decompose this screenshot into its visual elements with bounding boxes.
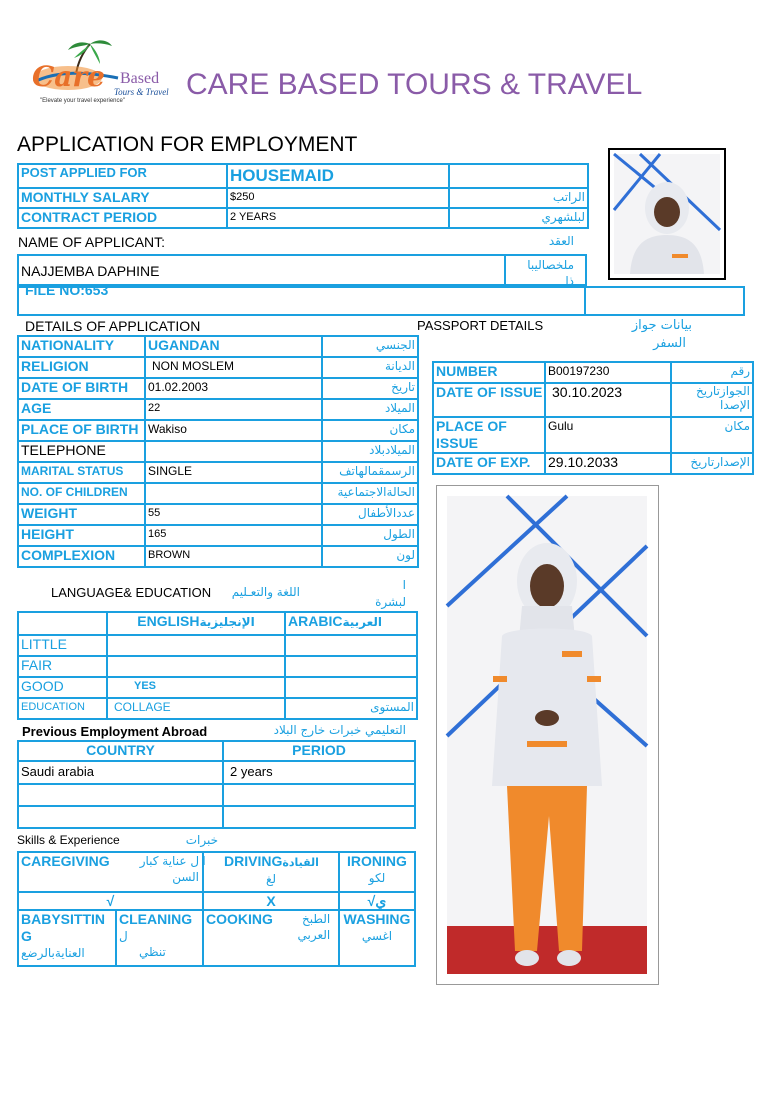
- expiry-date-label: DATE OF EXP.: [433, 453, 545, 474]
- babysitting-label: BABYSITTIN G: [21, 911, 105, 944]
- age-label: AGE: [18, 399, 145, 420]
- driving-cell: [203, 852, 339, 892]
- complexion-label: COMPLEXION: [18, 546, 145, 567]
- ironing-label: IRONING: [347, 853, 407, 869]
- photo-frame-small: [608, 148, 726, 280]
- arabic-col: [285, 612, 417, 635]
- nationality-value: UGANDAN: [145, 336, 322, 357]
- language-table: [17, 611, 418, 720]
- cleaning-ar-2: تنظي: [139, 945, 166, 959]
- weight-ar: عددالأطفال: [322, 504, 418, 525]
- education-value: COLLAGE: [107, 698, 285, 719]
- washing-cell: [339, 910, 415, 966]
- washing-ar: اغسي: [361, 929, 393, 943]
- english-col: [107, 612, 285, 635]
- file-box: [17, 286, 745, 316]
- language-heading-ar: اللغة والتعـليم: [231, 585, 300, 599]
- telephone-label: TELEPHONE: [18, 441, 145, 462]
- marital-value: SINGLE: [145, 462, 322, 483]
- ironing-mark: √ي: [339, 892, 415, 910]
- passport-heading-ar: بيانات جواز: [631, 318, 692, 333]
- caregiving-ar: ل عناية كبار السن: [139, 854, 200, 884]
- religion-ar: الديانة: [322, 357, 418, 378]
- logo-sub: Tours & Travel: [114, 87, 169, 97]
- employment-country-2: [18, 784, 223, 806]
- issue-place-ar: مكان: [671, 417, 753, 453]
- name-box-divider: [504, 254, 506, 286]
- complexion-ar: لون: [322, 546, 418, 567]
- employment-period-2: [223, 784, 415, 806]
- issue-date-value: 30.10.2023: [545, 383, 671, 417]
- babysitting-cell: [18, 910, 116, 966]
- nationality-ar: الجنسي: [322, 336, 418, 357]
- expiry-date-value: 29.10.2033: [545, 453, 671, 474]
- telephone-ar: الميلادبلاد: [322, 441, 418, 462]
- post-value: HOUSEMAID: [227, 164, 449, 188]
- weight-label: WEIGHT: [18, 504, 145, 525]
- religion-label: RELIGION: [18, 357, 145, 378]
- contract-value: 2 YEARS: [227, 208, 449, 228]
- employment-heading-ar: التعليمي خبرات خارج البلاد: [273, 723, 406, 737]
- logo-based: Based: [120, 70, 160, 87]
- driving-label: DRIVING: [224, 853, 283, 869]
- photo-frame-large: [436, 485, 659, 985]
- applicant-photo-small: [610, 150, 724, 278]
- logo-word: Care: [32, 60, 105, 93]
- employment-heading: Previous Employment Abroad: [22, 724, 208, 739]
- cooking-cell: [203, 910, 339, 966]
- period-col: PERIOD: [223, 741, 415, 761]
- post-table: [17, 163, 589, 229]
- employment-country-1: Saudi arabia: [18, 761, 223, 784]
- fair-arabic: [285, 656, 417, 677]
- issue-date-label: DATE OF ISSUE: [433, 383, 545, 417]
- age-ar: الميلاد: [322, 399, 418, 420]
- file-number: FILE NO:653: [25, 282, 109, 298]
- children-ar: الحالةالاجتماعية: [322, 483, 418, 504]
- skills-heading: Skills & Experience: [17, 833, 120, 847]
- lang-corner: [18, 612, 107, 635]
- skills-heading-ar: خبرات: [185, 833, 218, 847]
- company-logo: [28, 38, 176, 110]
- english-col-label: ENGLISH: [137, 613, 200, 629]
- applicant-name-value: NAJJEMBA DAPHINE: [21, 263, 160, 279]
- contract-label: CONTRACT PERIOD: [18, 208, 227, 228]
- education-ar: المستوى: [285, 698, 417, 719]
- issue-date-ar: الجوازتاريخ الإصدا: [671, 383, 753, 417]
- dob-value: 01.02.2003: [145, 378, 322, 399]
- little-english: [107, 635, 285, 656]
- babysitting-ar: العنايةبالرضع: [21, 946, 85, 960]
- cleaning-ar: ل: [119, 929, 128, 943]
- form-title: APPLICATION FOR EMPLOYMENT: [17, 133, 358, 156]
- pob-value: Wakiso: [145, 420, 322, 441]
- cleaning-cell: [116, 910, 203, 966]
- language-side-ar: ا: [402, 578, 406, 592]
- washing-label: WASHING: [343, 911, 411, 927]
- driving-mark: X: [203, 892, 339, 910]
- height-ar: الطول: [322, 525, 418, 546]
- details-heading: DETAILS OF APPLICATION: [25, 318, 201, 334]
- caregiving-mark: √: [18, 892, 203, 910]
- passport-number-label: NUMBER: [433, 362, 545, 383]
- passport-number-value: B00197230: [545, 362, 671, 383]
- ironing-cell: [339, 852, 415, 892]
- good-label: GOOD: [18, 677, 107, 698]
- cooking-label: COOKING: [206, 911, 273, 927]
- employment-country-3: [18, 806, 223, 828]
- cooking-ar: الطبخ العربي: [297, 912, 331, 942]
- telephone-value: [145, 441, 322, 462]
- cleaning-label: CLEANING: [119, 911, 193, 927]
- issue-place-value: Gulu: [545, 417, 671, 453]
- caregiving-cell: [18, 852, 206, 892]
- children-value: [145, 483, 322, 504]
- applicant-photo-full: [437, 486, 658, 984]
- education-label: EDUCATION: [18, 698, 107, 719]
- height-value: 165: [145, 525, 322, 546]
- fair-english: [107, 656, 285, 677]
- little-arabic: [285, 635, 417, 656]
- weight-value: 55: [145, 504, 322, 525]
- pob-label: PLACE OF BIRTH: [18, 420, 145, 441]
- employment-period-1: 2 years: [223, 761, 415, 784]
- english-col-ar: الإنجليزية: [199, 615, 255, 629]
- passport-number-ar: رقم: [671, 362, 753, 383]
- good-arabic: [285, 677, 417, 698]
- details-table: [17, 335, 419, 568]
- age-value: 22: [145, 399, 322, 420]
- pob-ar: مكان: [322, 420, 418, 441]
- post-label: POST APPLIED FOR: [18, 164, 227, 188]
- arabic-col-ar: العربية: [342, 615, 382, 629]
- post-empty: [449, 164, 588, 188]
- country-col: COUNTRY: [18, 741, 223, 761]
- contract-ar: لبلشهري: [449, 208, 588, 228]
- children-label: NO. OF CHILDREN: [18, 483, 145, 504]
- arabic-col-label: ARABIC: [288, 613, 343, 629]
- driving-ar-2: لغ: [266, 872, 277, 886]
- religion-value: NON MOSLEM: [145, 357, 322, 378]
- applicant-name-ar: ملخصاليبا: [527, 258, 574, 272]
- fair-label: FAIR: [18, 656, 107, 677]
- logo-slogan: "Elevate your travel experience": [40, 98, 125, 104]
- marital-label: MARITAL STATUS: [18, 462, 145, 483]
- dob-label: DATE OF BIRTH: [18, 378, 145, 399]
- applicant-name-ar-2: ذا: [565, 274, 574, 288]
- dob-ar: تاريخ: [322, 378, 418, 399]
- language-heading: LANGUAGE& EDUCATION: [51, 585, 212, 600]
- little-label: LITTLE: [18, 635, 107, 656]
- file-box-divider: [584, 286, 586, 316]
- driving-ar: القيادة: [282, 856, 319, 869]
- applicant-name-label: NAME OF APPLICANT:: [18, 234, 166, 250]
- good-english: YES: [107, 677, 285, 698]
- contract-ar-2: العقد: [548, 234, 574, 248]
- complexion-value: BROWN: [145, 546, 322, 567]
- salary-ar: الراتب: [449, 188, 588, 208]
- expiry-date-ar: الإصدارتاريخ: [671, 453, 753, 474]
- nationality-label: NATIONALITY: [18, 336, 145, 357]
- passport-heading-ar-2: السفر: [653, 336, 686, 351]
- employment-table: [17, 740, 416, 829]
- caregiving-label: CAREGIVING: [21, 853, 110, 869]
- height-label: HEIGHT: [18, 525, 145, 546]
- company-name: CARE BASED TOURS & TRAVEL: [186, 68, 643, 101]
- caregiving-ar-b: ا: [202, 854, 206, 868]
- employment-period-3: [223, 806, 415, 828]
- language-side-ar-2: لبشرة: [375, 595, 406, 609]
- salary-value: $250: [227, 188, 449, 208]
- issue-place-label: PLACE OF ISSUE: [433, 417, 545, 453]
- passport-table: [432, 361, 754, 475]
- marital-ar: الرسمقمالهاتف: [322, 462, 418, 483]
- ironing-ar: لكو: [368, 871, 386, 885]
- salary-label: MONTHLY SALARY: [18, 188, 227, 208]
- passport-heading: PASSPORT DETAILS: [417, 318, 544, 333]
- skills-table: [17, 851, 416, 967]
